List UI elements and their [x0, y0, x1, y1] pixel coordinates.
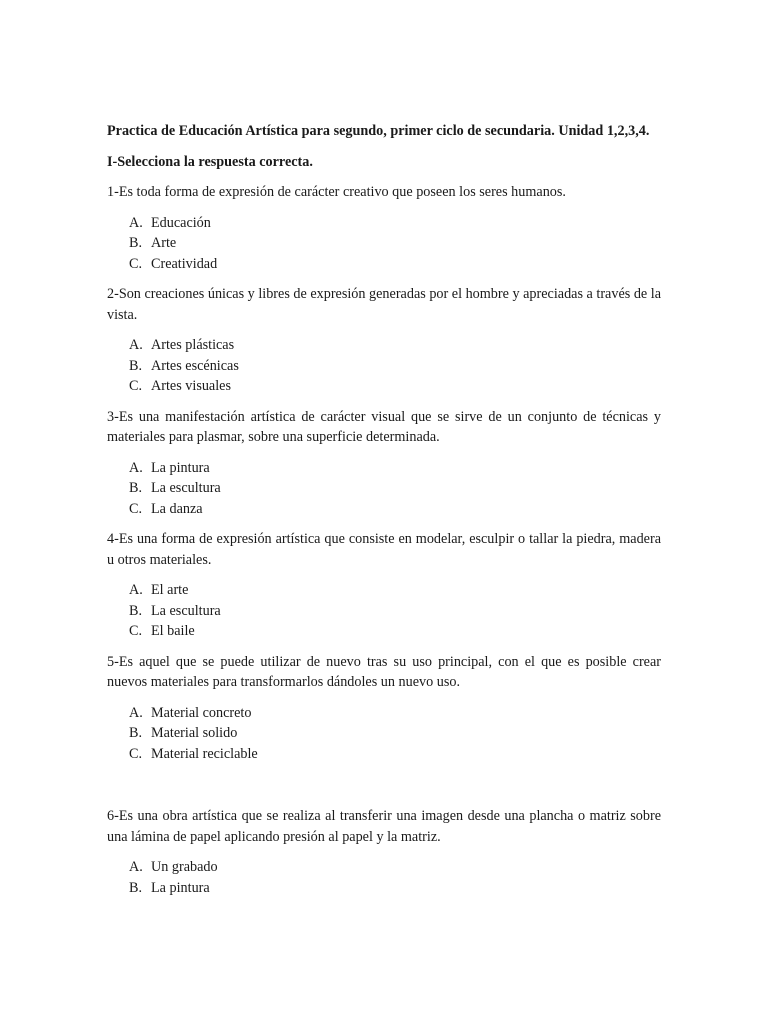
answer-options — [107, 857, 661, 898]
question-text: 5-Es aquel que se puede utilizar de nuevo tras su uso principal, con el que es posible crear nuevos materiales para transformarlos dándoles un nuevo uso. — [107, 653, 661, 690]
question-text: 1-Es toda forma de expresión de carácter creativo que poseen los seres humanos. — [107, 184, 566, 200]
answer-option — [107, 703, 661, 724]
answer-option — [107, 335, 661, 356]
answer-options — [107, 703, 661, 765]
option-letter: C. — [129, 378, 143, 394]
option-letter: C. — [129, 500, 143, 517]
answer-option — [107, 744, 661, 765]
option-letter: B. — [129, 725, 143, 741]
question-text: 4-Es una forma de expresión artística que consiste en modelar, esculpir o tallar la piedra, madera u otros materiales. — [107, 531, 661, 568]
option-text: Arte — [151, 235, 177, 251]
option-text: La pintura — [151, 459, 210, 476]
answer-option — [107, 376, 661, 397]
question-text: 3-Es una manifestación artística de carácter visual que se sirve de un conjunto de técnicas y materiales para plasmar, sobre una superficie determinada. — [107, 408, 661, 445]
option-text: La escultura — [151, 602, 221, 619]
answer-option — [107, 254, 661, 275]
option-letter: C. — [129, 623, 143, 639]
answer-option — [107, 356, 661, 377]
option-text: La danza — [151, 500, 203, 517]
question-3 — [107, 407, 661, 520]
option-text: Creatividad — [151, 255, 218, 272]
document-page — [107, 121, 661, 908]
answer-option — [107, 478, 661, 499]
section-heading: I-Selecciona la respuesta correcta. — [107, 153, 313, 170]
answer-option — [107, 601, 661, 622]
option-letter: A. — [129, 582, 143, 598]
answer-option — [107, 878, 661, 899]
option-text: El arte — [151, 582, 189, 598]
answer-option — [107, 213, 661, 234]
answer-option — [107, 621, 661, 642]
answer-option — [107, 233, 661, 254]
option-text: El baile — [151, 623, 195, 639]
option-letter: B. — [129, 602, 143, 619]
answer-option — [107, 499, 661, 520]
option-letter: C. — [129, 255, 143, 272]
answer-option — [107, 458, 661, 479]
answer-option — [107, 723, 661, 744]
document-title: Practica de Educación Artística para segundo, primer ciclo de secundaria. Unidad 1,2,3,4. — [107, 123, 650, 139]
option-letter: B. — [129, 357, 143, 374]
option-text: La escultura — [151, 480, 221, 496]
question-4 — [107, 529, 661, 642]
question-2 — [107, 284, 661, 397]
option-letter: A. — [129, 337, 143, 353]
option-text: Artes escénicas — [151, 357, 239, 374]
option-text: Educación — [151, 214, 211, 231]
option-text: Artes visuales — [151, 378, 231, 394]
option-letter: A. — [129, 704, 143, 721]
option-letter: B. — [129, 480, 143, 496]
answer-options — [107, 335, 661, 397]
option-text: La pintura — [151, 879, 210, 896]
option-letter: B. — [129, 235, 143, 251]
option-letter: A. — [129, 859, 143, 875]
question-6 — [107, 806, 661, 898]
blank-space — [107, 774, 661, 806]
option-letter: A. — [129, 214, 143, 231]
option-text: Un grabado — [151, 859, 218, 875]
question-1 — [107, 182, 661, 274]
question-5 — [107, 652, 661, 765]
option-letter: C. — [129, 745, 143, 762]
answer-option — [107, 857, 661, 878]
option-text: Artes plásticas — [151, 337, 235, 353]
answer-options — [107, 458, 661, 520]
question-text: 6-Es una obra artística que se realiza al transferir una imagen desde una plancha o matriz sobre una lámina de papel aplicando presión al papel y la matriz. — [107, 808, 661, 845]
answer-option — [107, 580, 661, 601]
option-letter: A. — [129, 459, 143, 476]
option-text: Material solido — [151, 725, 238, 741]
option-letter: B. — [129, 879, 143, 896]
answer-options — [107, 580, 661, 642]
option-text: Material reciclable — [151, 745, 258, 762]
option-text: Material concreto — [151, 704, 252, 721]
answer-options — [107, 213, 661, 275]
question-text: 2-Son creaciones únicas y libres de expresión generadas por el hombre y apreciadas a través de la vista. — [107, 286, 661, 323]
